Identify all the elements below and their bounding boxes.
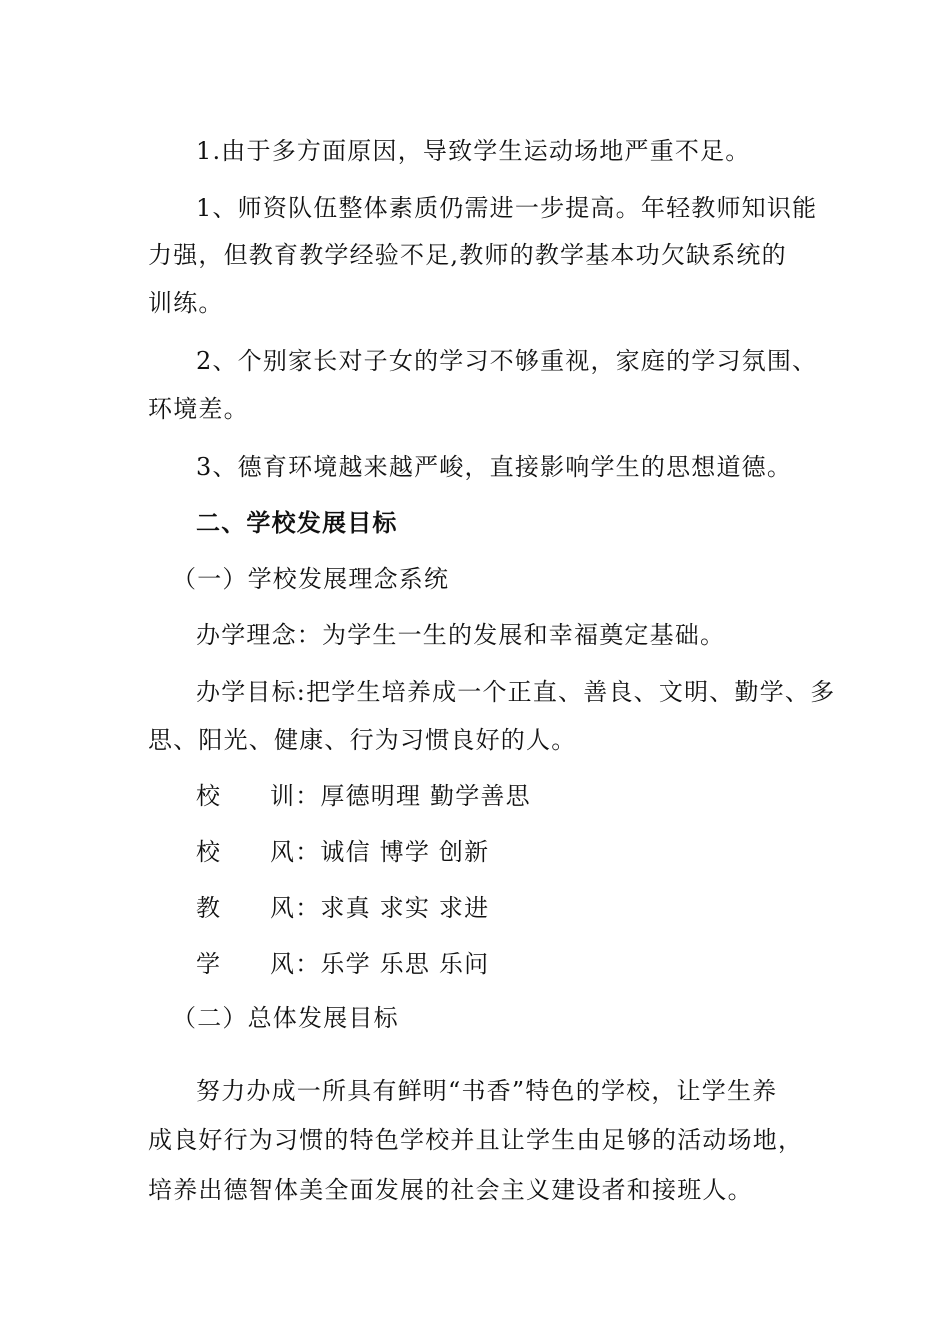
- motto-value: 求真 求实 求进: [320, 894, 490, 922]
- motto-key: 风：: [270, 950, 321, 978]
- motto-key: 风：: [270, 838, 321, 866]
- paragraph-overall-goal-line1: 努力办成一所具有鲜明“书香”特色的学校，让学生养: [196, 1077, 778, 1105]
- motto-row-study-spirit: [196, 949, 489, 979]
- motto-value: 厚德明理 勤学善思: [320, 782, 531, 810]
- paragraph-goal-line1: 办学目标:把学生培养成一个正直、善良、文明、勤学、多: [196, 678, 836, 706]
- subsection-heading-2: （二）总体发展目标: [172, 1004, 399, 1032]
- paragraph-problem-sports-field: 1.由于多方面原因，导致学生运动场地严重不足。: [196, 137, 751, 165]
- motto-row-teaching-spirit: [196, 893, 489, 923]
- motto-row-school-spirit: [196, 837, 489, 867]
- motto-key: 校: [196, 838, 222, 866]
- paragraph-goal-line2: 思、阳光、健康、行为习惯良好的人。: [148, 726, 577, 754]
- motto-key: 校: [196, 782, 222, 810]
- paragraph-parents-line2: 环境差。: [148, 395, 249, 423]
- paragraph-teachers-line1: 1、师资队伍整体素质仍需进一步提高。年轻教师知识能: [196, 194, 818, 222]
- paragraph-teachers-line3: 训练。: [148, 289, 224, 317]
- motto-key: 学: [196, 950, 222, 978]
- paragraph-philosophy: 办学理念：为学生一生的发展和幸福奠定基础。: [196, 621, 726, 649]
- paragraph-overall-goal-line2: 成良好行为习惯的特色学校并且让学生由足够的活动场地，: [148, 1126, 804, 1154]
- motto-value: 乐学 乐思 乐问: [320, 950, 490, 978]
- motto-key: 风：: [270, 894, 321, 922]
- motto-value: 诚信 博学 创新: [320, 838, 490, 866]
- subsection-heading-1: （一）学校发展理念系统: [172, 565, 450, 593]
- section-heading: 二、学校发展目标: [196, 508, 398, 537]
- paragraph-parents-line1: 2、个别家长对子女的学习不够重视，家庭的学习氛围、: [196, 347, 818, 375]
- motto-key: 教: [196, 894, 222, 922]
- paragraph-teachers-line2: 力强，但教育教学经验不足,教师的教学基本功欠缺系统的: [148, 241, 787, 269]
- paragraph-overall-goal-line3: 培养出德智体美全面发展的社会主义建设者和接班人。: [148, 1176, 753, 1204]
- paragraph-moral-education: 3、德育环境越来越严峻，直接影响学生的思想道德。: [196, 453, 793, 481]
- motto-row-school-motto: [196, 781, 531, 811]
- motto-key: 训：: [270, 782, 321, 810]
